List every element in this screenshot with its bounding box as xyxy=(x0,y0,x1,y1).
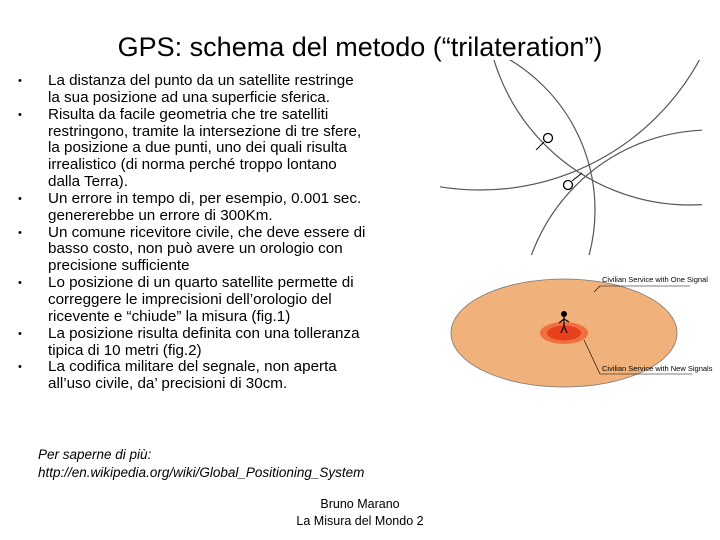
bullet-line: la sua posizione ad una superficie sferica. xyxy=(48,88,330,106)
bullet-item xyxy=(18,107,438,191)
intersection-point-top xyxy=(536,134,553,151)
author-name: Bruno Marano xyxy=(320,497,400,511)
bullet-line: dalla Terra). xyxy=(48,173,128,191)
bullet-item xyxy=(18,191,438,225)
bullet-item xyxy=(18,326,438,360)
bullet-line: all’uso civile, da’ precisioni di 30cm. xyxy=(48,375,288,393)
slide-title: GPS: schema del metodo (“trilateration”) xyxy=(117,32,603,62)
sphere-arc-1 xyxy=(440,60,595,255)
bullet-line: ricevente e “chiude” la misura (fig.1) xyxy=(48,307,291,325)
sphere-arc-4 xyxy=(440,60,702,190)
bullet-line: la posizione a due punti, uno dei quali risulta xyxy=(48,139,347,157)
bullet-line: irrealistico (di norma perché troppo lontano xyxy=(48,156,337,174)
bullet-line: Un comune ricevitore civile, che deve essere di xyxy=(48,223,366,241)
wikipedia-link[interactable]: http://en.wikipedia.org/wiki/Global_Positioning_System xyxy=(38,465,365,480)
further-reading-label: Per saperne di più: xyxy=(38,447,152,462)
label-new-signals: Civilian Service with New Signals xyxy=(602,364,713,373)
label-one-signal: Civilian Service with One Signal xyxy=(602,275,708,284)
bullet-icon: • xyxy=(18,277,22,290)
sphere-arc-3 xyxy=(520,130,702,255)
new-signals-core xyxy=(547,326,581,341)
bullet-icon: • xyxy=(18,192,22,205)
bullet-item xyxy=(18,73,438,107)
bullet-list xyxy=(18,73,438,393)
bullet-line: genererebbe un errore di 300Km. xyxy=(48,206,273,224)
credits xyxy=(240,496,480,530)
intersection-point-bottom xyxy=(564,173,583,190)
bullet-line: Lo posizione di un quarto satellite permette di xyxy=(48,274,354,292)
bullet-item xyxy=(18,359,438,393)
bullet-icon: • xyxy=(18,361,22,374)
trilateration-figure xyxy=(440,60,702,255)
bullet-icon: • xyxy=(18,108,22,121)
bullet-icon: • xyxy=(18,327,22,340)
bullet-line: tipica di 10 metri (fig.2) xyxy=(48,341,202,359)
bullet-line: restringono, tramite la intersezione di tre sfere, xyxy=(48,122,362,140)
bullet-line: La posizione risulta definita con una tolleranza xyxy=(48,324,360,342)
bullet-icon: • xyxy=(18,226,22,239)
further-reading xyxy=(38,446,364,482)
bullet-line: La codifica militare del segnale, non aperta xyxy=(48,358,337,376)
bullet-line: La distanza del punto da un satellite restringe xyxy=(48,72,354,89)
bullet-icon: • xyxy=(18,75,22,87)
bullet-item xyxy=(18,225,438,276)
course-name: La Misura del Mondo 2 xyxy=(296,514,424,528)
bullet-line: Risulta da facile geometria che tre satelliti xyxy=(48,105,329,123)
bullet-line: precisione sufficiente xyxy=(48,257,190,275)
bullet-line: Un errore in tempo di, per esempio, 0.001 sec. xyxy=(48,189,362,207)
bullet-line: basso costo, non può avere un orologio con xyxy=(48,240,343,258)
bullet-item xyxy=(18,275,438,326)
bullet-line: correggere le imprecisioni dell’orologio del xyxy=(48,290,332,308)
precision-figure xyxy=(444,268,714,413)
